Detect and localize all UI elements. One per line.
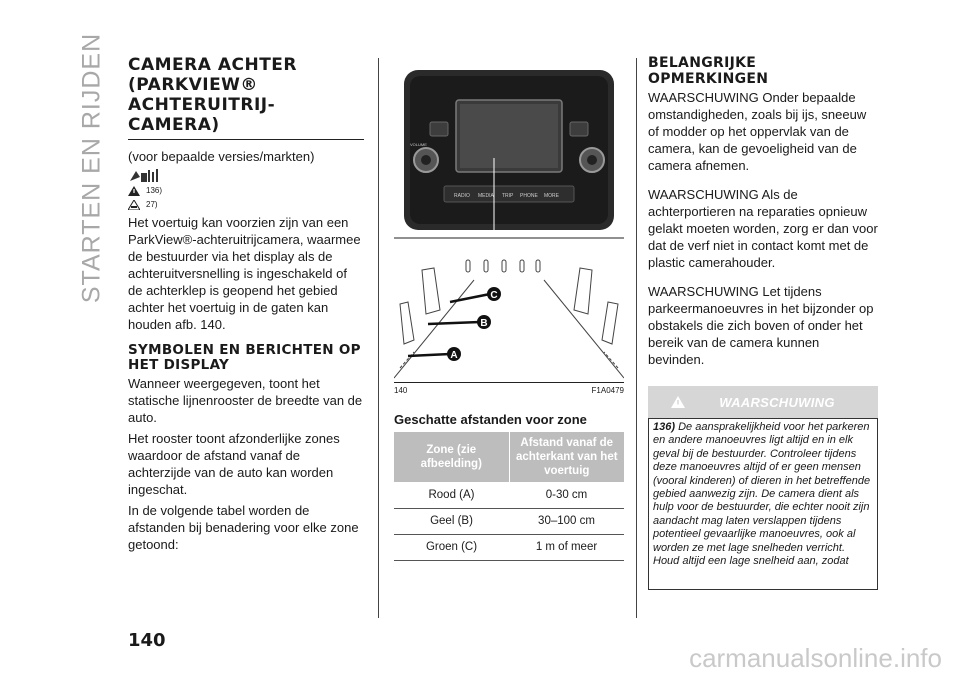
zone-label-a: A	[450, 350, 458, 361]
version-note: (voor bepaalde versies/markten)	[128, 149, 315, 164]
parking-grid-diagram	[394, 244, 624, 379]
table-cell-zone: Geel (B)	[394, 508, 509, 534]
table-header-row	[394, 432, 624, 482]
warning-reference	[128, 185, 364, 196]
warning-box-body	[648, 418, 878, 590]
table-cell-zone: Groen (C)	[394, 534, 509, 560]
table-row	[394, 482, 624, 508]
intro-paragraph: Het voertuig kan voorzien zijn van een ParkView®-achteruitrijcamera, waarmee de bestuurder via het display als de achteruitversnelling is ingeschakeld of de achterklep is geopend het gebied achter het voertuig in de gaten kan houden afb. 140.	[128, 215, 361, 332]
table-title: Geschatte afstanden voor zone	[394, 412, 587, 427]
table-header-zone: Zone (zie afbeelding)	[394, 432, 509, 482]
paragraph-grid-width: Wanneer weergegeven, toont het statische lijnenrooster de breedte van de auto.	[128, 376, 363, 425]
page-title: CAMERA ACHTER (PARKVIEW® ACHTERUITRIJ-CAMERA)	[128, 55, 364, 140]
section-heading-notes: BELANGRIJKE OPMERKINGEN	[648, 55, 769, 87]
caution-reference	[128, 199, 364, 210]
warning-triangle-icon	[671, 396, 685, 408]
paragraph-table-intro: In de volgende tabel worden de afstanden bij benadering voor elke zone getoond:	[128, 503, 359, 552]
paragraph-grid-zones: Het rooster toont afzonderlijke zones waardoor de afstand vanaf de achterzijde van de auto kan worden ingeschat.	[128, 431, 340, 497]
table-cell-distance: 30–100 cm	[509, 508, 624, 534]
warning-paragraph-1: WAARSCHUWING Onder bepaalde omstandigheden, zoals bij ijs, sneeuw of modder op het oppervlak van de camera, kan de gevoeligheid van de camera afnemen.	[648, 90, 867, 173]
column-divider-right	[636, 58, 637, 618]
warning-triangle-icon	[128, 186, 140, 196]
column-divider-left	[378, 58, 379, 618]
table-cell-zone: Rood (A)	[394, 482, 509, 508]
right-column	[648, 55, 878, 590]
warning-box-number: 136)	[653, 421, 676, 433]
left-column	[128, 55, 364, 553]
distance-table	[394, 432, 624, 561]
zone-label-b: B	[480, 318, 488, 329]
figure-caption-row	[394, 382, 624, 400]
zone-label-c: C	[490, 290, 498, 301]
warning-box-header	[648, 386, 878, 418]
camera-symbol-icon	[128, 167, 364, 185]
button-more-label: MORE	[544, 193, 559, 199]
head-unit-photo	[394, 60, 624, 240]
section-heading-symbols: SYMBOLEN EN BERICHTEN OP HET DISPLAY	[128, 342, 361, 373]
button-radio-label: RADIO	[454, 193, 470, 199]
button-trip-label: TRIP	[502, 193, 514, 199]
caution-icon	[128, 200, 140, 210]
warning-paragraph-3: WAARSCHUWING Let tijdens parkeermanoeuvres in het bijzonder op obstakels die zich boven of onder het bereik van de camera kunnen bevinden.	[648, 284, 874, 367]
volume-label: VOLUME	[410, 142, 427, 147]
side-tab-label: STARTEN EN RIJDEN	[77, 32, 106, 304]
button-media-label: MEDIA	[478, 193, 494, 199]
figure-number: 140	[394, 386, 408, 395]
table-row	[394, 508, 624, 534]
warning-box-title: WAARSCHUWING	[719, 394, 835, 410]
table-row	[394, 534, 624, 560]
warning-box-text: De aansprakelijkheid voor het parkeren en andere manoeuvres ligt altijd en in elk geval bij de bestuurder. Controleer tijdens deze manoeuvres altijd of er geen mensen (vooral kinderen) of dieren in het betreffende gebied aanwezig zijn. De camera dient als hulp voor de bestuurder, die echter nooit zijn aandacht mag laten verslappen tijdens potentieel gevaarlijke manoeuvres, ook al worden ze met lage snelheden verricht. Houd altijd een lage snelheid aan, zodat	[653, 421, 871, 568]
table-cell-distance: 0-30 cm	[509, 482, 624, 508]
figure-code: F1A0479	[591, 386, 624, 395]
table-cell-distance: 1 m of meer	[509, 534, 624, 560]
page-number: 140	[128, 630, 166, 651]
caution-ref-number: 27)	[146, 200, 158, 209]
warning-paragraph-2: WAARSCHUWING Als de achterportieren na reparaties opnieuw gelakt moeten worden, zorg er dan voor dat de verf niet in contact komt met de plastic camerahouder.	[648, 187, 878, 270]
site-watermark: carmanualsonline.info	[689, 643, 942, 673]
table-header-distance: Afstand vanaf de achterkant van het voertuig	[509, 432, 624, 482]
section-side-tab	[72, 32, 112, 304]
warning-ref-number: 136)	[146, 186, 163, 195]
button-phone-label: PHONE	[520, 193, 538, 199]
